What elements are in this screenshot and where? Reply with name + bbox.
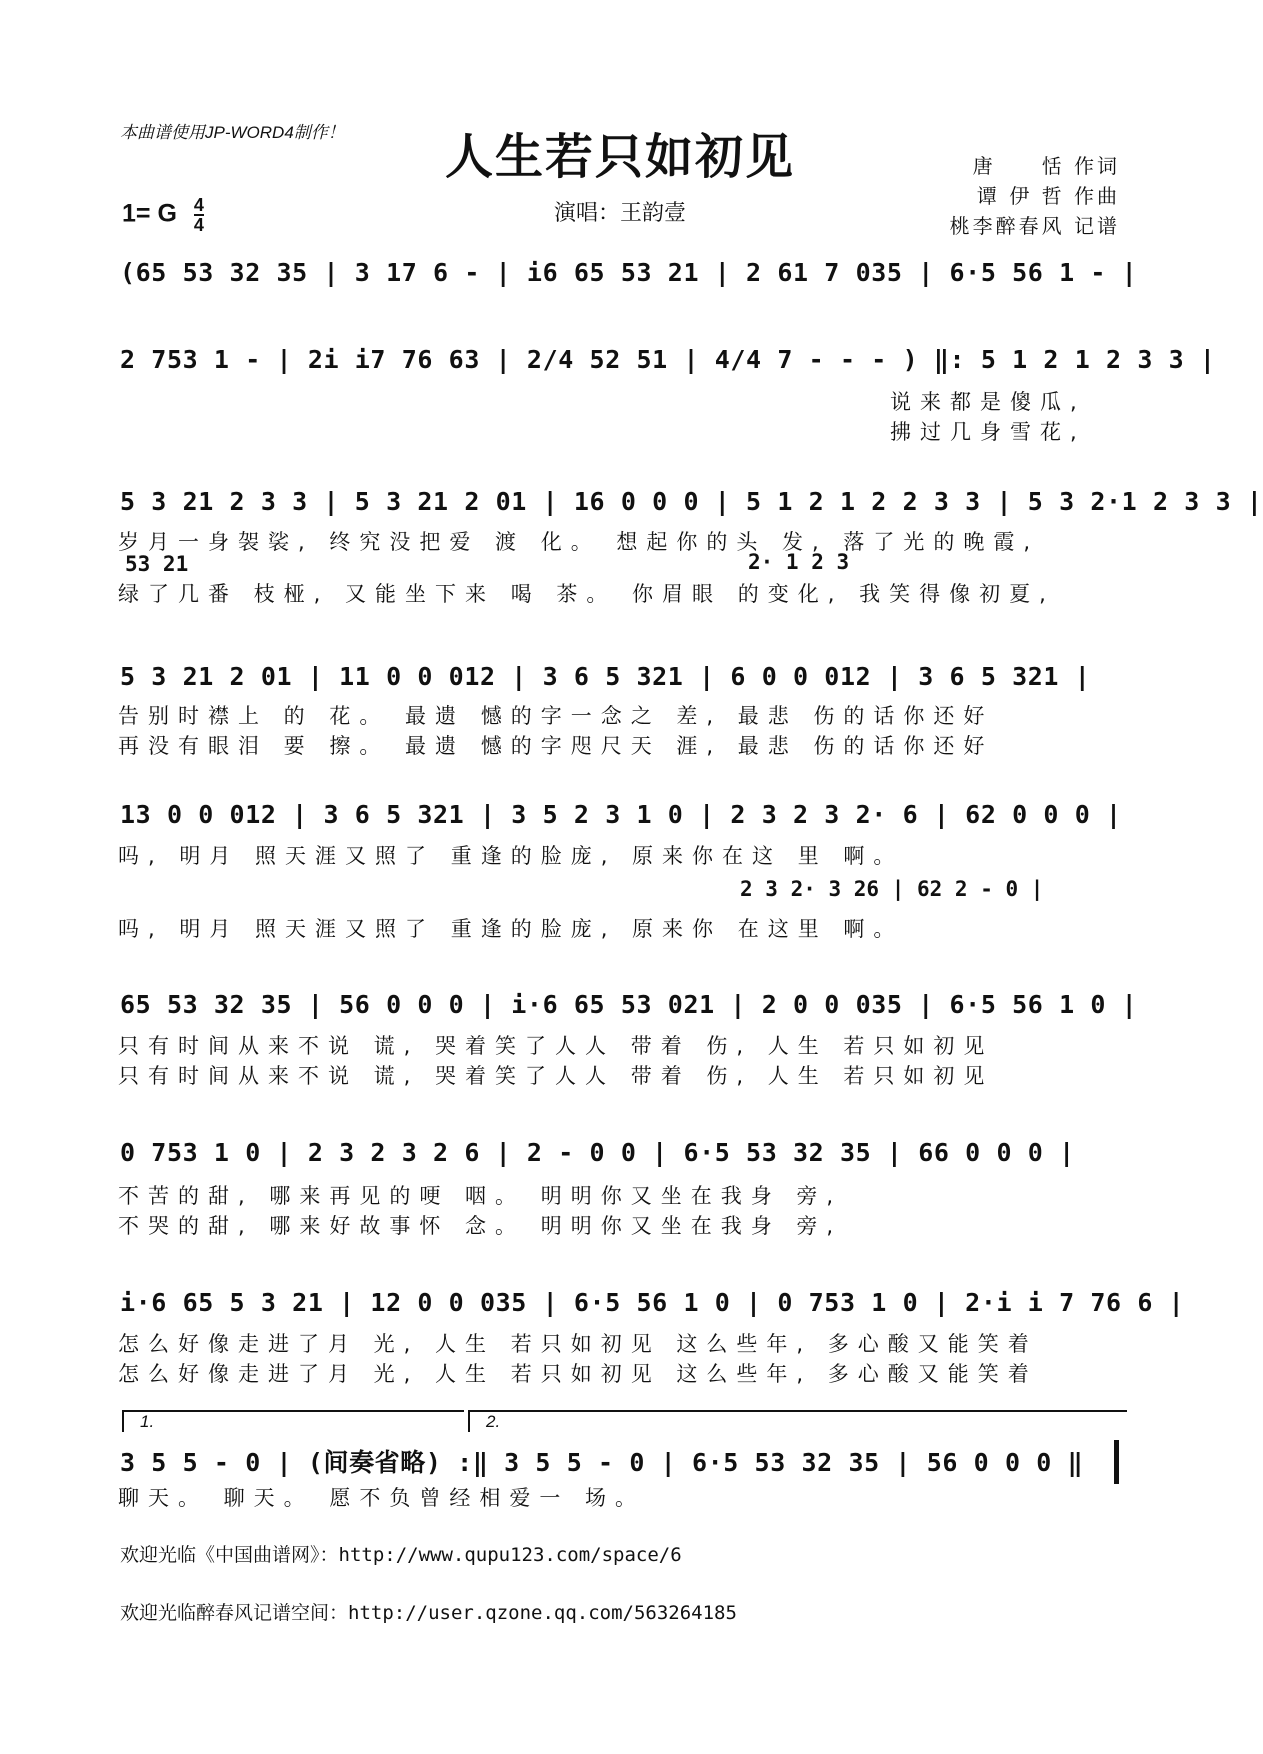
- notation-text: 3 5 5 - 0 | (间奏省略) :‖ 3 5 5 - 0 | 6·5 53 32 35 | 56 0 0 0 ‖: [120, 1448, 1084, 1477]
- notation-text: 65 53 32 35 | 56 0 0 0 | i·6 65 53 021 | 2 0 0 035 | 6·5 56 1 0 |: [120, 990, 1138, 1019]
- score-line-9: [120, 1443, 1125, 1481]
- lyric-line-7b: 不哭的甜, 哪来好故事怀 念。 明明你又坐在我身 旁,: [118, 1214, 843, 1238]
- lyric-line-4a: 告别时襟上 的 花。 最遗 憾的字一念之 差, 最悲 伤的话你还好: [118, 704, 994, 728]
- notation-text: 13 0 0 012 | 3 6 5 321 | 3 5 2 3 1 0 | 2 3 2 3 2· 6 | 62 0 0 0 |: [120, 800, 1122, 829]
- lyric-line-7a: 不苦的甜, 哪来再见的哽 咽。 明明你又坐在我身 旁,: [118, 1184, 843, 1208]
- notation-text: i·6 65 5 3 21 | 12 0 0 035 | 6·5 56 1 0 | 0 753 1 0 | 2·i i 7 76 6 |: [120, 1288, 1185, 1317]
- composer-credit: 谭 伊 哲 作曲: [976, 184, 1120, 208]
- notation-text: 0 753 1 0 | 2 3 2 3 2 6 | 2 - 0 0 | 6·5 53 32 35 | 66 0 0 0 |: [120, 1138, 1075, 1167]
- notation-text: 2 753 1 - | 2i i7 76 63 | 2/4 52 51 | 4/4 7 - - - ) ‖: 5 1 2 1 2 3 3 |: [120, 345, 1216, 374]
- score-line-1: [120, 258, 1138, 296]
- alt-notes-3a: 53 21: [125, 552, 189, 576]
- lyric-line-3a: 岁月一身袈裟, 终究没把爱 渡 化。 想起你的头 发, 落了光的晚霞,: [118, 530, 1040, 554]
- score-line-5: [120, 800, 1125, 838]
- final-barline: [1114, 1440, 1119, 1484]
- lyricist-credit: 唐 恬 作词: [972, 154, 1120, 178]
- time-bottom: 4: [193, 215, 204, 235]
- lyric-line-5a: 吗, 明月 照天涯又照了 重逢的脸庞, 原来你在这 里 啊。: [118, 844, 904, 868]
- notation-text: 5 3 21 2 01 | 11 0 0 012 | 3 6 5 321 | 6 0 0 012 | 3 6 5 321 |: [120, 662, 1091, 691]
- volta-number-2: 2.: [486, 1412, 501, 1431]
- alt-notes-5: 2 3 2· 3 26 | 62 2 - 0 |: [740, 877, 1044, 901]
- lyric-line-4b: 再没有眼泪 要 擦。 最遗 憾的字咫尺天 涯, 最悲 伤的话你还好: [118, 734, 994, 758]
- score-line-8: [120, 1288, 1185, 1326]
- volta-bracket-1: [122, 1410, 464, 1432]
- footer-link-qzone[interactable]: 欢迎光临醉春风记谱空间：http://user.qzone.qq.com/563264185: [120, 1602, 737, 1624]
- lyric-line-2b: 拂过几身雪花,: [890, 420, 1086, 444]
- notation-text: (65 53 32 35 | 3 17 6 - | i6 65 53 21 | 2 61 7 035 | 6·5 56 1 - |: [120, 258, 1138, 287]
- lyric-line-6a: 只有时间从来不说 谎, 哭着笑了人人 带着 伤, 人生 若只如初见: [118, 1034, 994, 1058]
- score-line-3: [120, 487, 1263, 525]
- score-line-6: [120, 990, 1138, 1028]
- time-top: 4: [193, 195, 204, 215]
- transcriber-credit: 桃李醉春风 记谱: [949, 214, 1120, 238]
- key-label: 1= G: [122, 199, 177, 228]
- singer-credit: 演唱：王韵壹: [553, 201, 686, 226]
- alt-notes-3b: 2· 1 2 3: [748, 550, 850, 574]
- score-line-7: [120, 1138, 1125, 1176]
- lyric-line-9: 聊天。 聊天。 愿不负曾经相爱一 场。: [118, 1486, 646, 1510]
- lyric-line-5b: 吗, 明月 照天涯又照了 重逢的脸庞, 原来你 在这里 啊。: [118, 917, 904, 941]
- lyric-line-2a: 说来都是傻瓜,: [890, 390, 1086, 414]
- volta-number-1: 1.: [140, 1412, 155, 1431]
- lyric-line-8a: 怎么好像走进了月 光, 人生 若只如初见 这么些年, 多心酸又能笑着: [118, 1332, 1038, 1356]
- notation-text: 5 3 21 2 3 3 | 5 3 21 2 01 | 16 0 0 0 | 5 1 2 1 2 2 3 3 | 5 3 2·1 2 3 3 |: [120, 487, 1263, 516]
- score-line-4: [120, 662, 1125, 700]
- lyric-line-3b: 绿了几番 枝桠, 又能坐下来 喝 茶。 你眉眼 的变化, 我笑得像初夏,: [118, 582, 1055, 606]
- footer-link-qupu[interactable]: 欢迎光临《中国曲谱网》：http://www.qupu123.com/space/6: [120, 1544, 682, 1566]
- lyric-line-6b: 只有时间从来不说 谎, 哭着笑了人人 带着 伤, 人生 若只如初见: [118, 1064, 994, 1088]
- score-line-2: [120, 345, 1216, 383]
- software-credit: 本曲谱使用JP-WORD4制作！: [120, 123, 345, 142]
- lyric-line-8b: 怎么好像走进了月 光, 人生 若只如初见 这么些年, 多心酸又能笑着: [118, 1362, 1038, 1386]
- song-title: 人生若只如初见: [444, 129, 795, 185]
- volta-bracket-2: [468, 1410, 1127, 1432]
